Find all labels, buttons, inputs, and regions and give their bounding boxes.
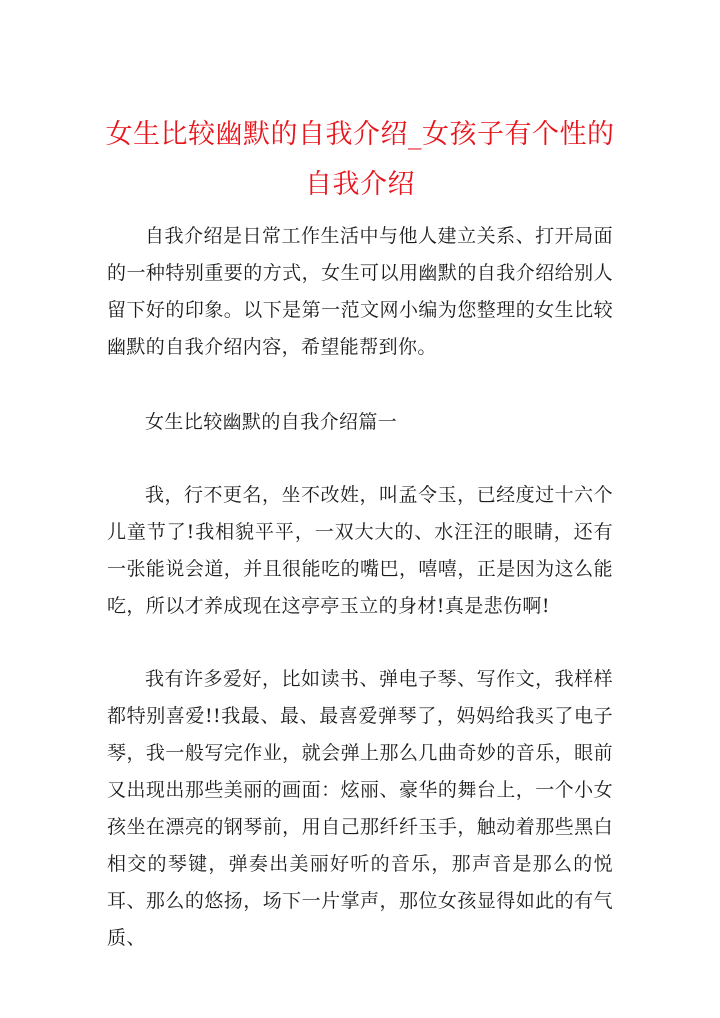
paragraph-spacer [107,366,613,404]
section-heading: 女生比较幽默的自我介绍篇一 [145,411,398,433]
paragraph-spacer [107,625,613,661]
document-title: 女生比较幽默的自我介绍_女孩子有个性的自我介绍 [105,119,615,200]
intro-paragraph: 自我介绍是日常工作生活中与他人建立关系、打开局面的一种特别重要的方式，女生可以用幽默的自我介绍给别人留下好的印象。以下是第一范文网小编为您整理的女生比较幽默的自我介绍内容，希望能帮到你。 [107,225,613,358]
document-body [107,218,613,957]
body-paragraph-2: 我有许多爱好，比如读书、弹电子琴、写作文，我样样都特别喜爱!!我最、最、最喜爱弹琴了，妈妈给我买了电子琴，我一般写完作业，就会弹上那么几曲奇妙的音乐，眼前又出现出那些美丽的画面：炫丽、豪华的舞台上，一个小女孩坐在漂亮的钢琴前，用自己那纤纤玉手，触动着那些黑白相交的琴键，弹奏出美丽好听的音乐，那声音是那么的悦耳、那么的悠扬，场下一片掌声，那位女孩显得如此的有气质、 [107,668,613,949]
paragraph-spacer [107,441,613,477]
body-paragraph-1: 我，行不更名，坐不改姓，叫孟令玉，已经度过十六个儿童节了!我相貌平平，一双大大的、水汪汪的眼睛，还有一张能说会道，并且很能吃的嘴巴，嘻嘻，正是因为这么能吃，所以才养成现在这亭亭玉立的身材!真是悲伤啊! [107,484,613,617]
